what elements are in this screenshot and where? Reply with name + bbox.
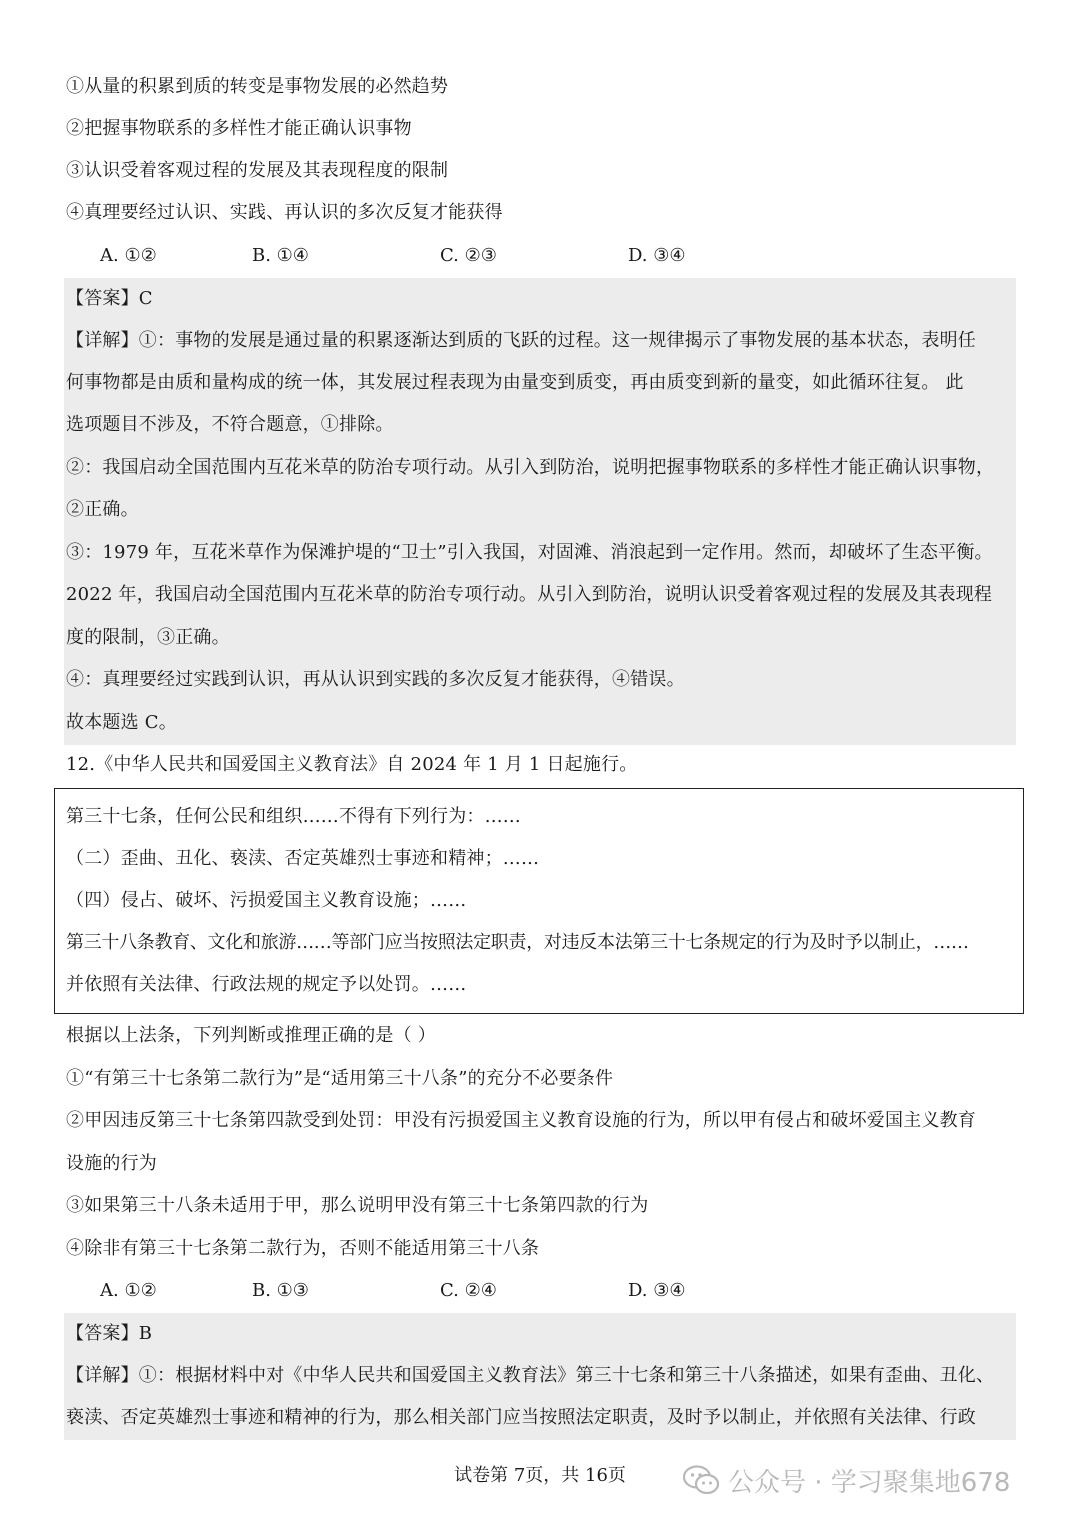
q11-explanation-line: ④：真理要经过实践到认识，再从认识到实践的多次反复才能获得，④错误。 <box>66 669 685 690</box>
q12-question: 根据以上法条，下列判断或推理正确的是（ ） <box>66 1025 436 1046</box>
q12-box-line: （四）侵占、破坏、污损爱国主义教育设施；…… <box>66 890 467 911</box>
q11-option-a: A. ①② <box>100 245 157 266</box>
q12-box-line: 并依照有关法律、行政法规的规定予以处罚。…… <box>66 974 467 995</box>
q12-statement-3: ③如果第三十八条未适用于甲，那么说明甲没有第三十七条第四款的行为 <box>66 1195 649 1216</box>
q12-statement-1: ①“有第三十七条第二款行为”是“适用第三十八条”的充分不必要条件 <box>66 1068 614 1089</box>
q12-option-d: D. ③④ <box>628 1280 686 1301</box>
q12-box-line: 第三十八条教育、文化和旅游……等部门应当按照法定职责，对违反本法第三十七条规定的行为及时予以制止，…… <box>66 932 969 953</box>
q12-statement-2-cont: 设施的行为 <box>66 1153 157 1174</box>
q12-option-a: A. ①② <box>100 1280 157 1301</box>
q12-option-b: B. ①③ <box>252 1280 309 1301</box>
q12-box-line: 第三十七条，任何公民和组织……不得有下列行为：…… <box>66 806 521 827</box>
q12-explanation-line: 亵渎、否定英雄烈士事迹和精神的行为，那么相关部门应当按照法定职责，及时予以制止，并依照有关法律、行政 <box>66 1407 976 1428</box>
q11-option-d: D. ③④ <box>628 245 686 266</box>
q11-statement-3: ③认识受着客观过程的发展及其表现程度的限制 <box>66 160 449 181</box>
page-footer: 试卷第 7页，共 16页 <box>454 1465 626 1486</box>
q11-explanation-line: 【详解】①：事物的发展是通过量的积累逐渐达到质的飞跃的过程。这一规律揭示了事物发展的基本状态，表明任 <box>66 330 976 351</box>
q12-answer: 【答案】B <box>66 1323 153 1344</box>
q11-statement-4: ④真理要经过认识、实践、再认识的多次反复才能获得 <box>66 202 503 223</box>
q12-statement-4: ④除非有第三十七条第二款行为，否则不能适用第三十八条 <box>66 1238 540 1259</box>
q11-explanation-line: ③：1979 年，互花米草作为保滩护堤的“卫士”引入我国，对固滩、消浪起到一定作用。然而，却破坏了生态平衡。 <box>66 542 993 563</box>
q11-explanation-line: 选项题目不涉及，不符合题意，①排除。 <box>66 414 394 435</box>
q12-statement-2: ②甲因违反第三十七条第四款受到处罚：甲没有污损爱国主义教育设施的行为，所以甲有侵占和破坏爱国主义教育 <box>66 1110 976 1131</box>
q11-statement-2: ②把握事物联系的多样性才能正确认识事物 <box>66 118 412 139</box>
q11-statement-1: ①从量的积累到质的转变是事物发展的必然趋势 <box>66 76 449 97</box>
q11-explanation-line: 故本题选 C。 <box>66 712 177 733</box>
q11-explanation-line: 度的限制，③正确。 <box>66 627 230 648</box>
q11-explanation-line: 何事物都是由质和量构成的统一体，其发展过程表现为由量变到质变，再由质变到新的量变，如此循环往复。 此 <box>66 372 964 393</box>
q12-box-line: （二）歪曲、丑化、亵渎、否定英雄烈士事迹和精神；…… <box>66 848 540 869</box>
watermark <box>682 1460 1010 1500</box>
q11-option-b: B. ①④ <box>252 245 309 266</box>
q12-option-c: C. ②④ <box>440 1280 497 1301</box>
q11-answer: 【答案】C <box>66 288 153 309</box>
q12-explanation-line: 【详解】①：根据材料中对《中华人民共和国爱国主义教育法》第三十七条和第三十八条描述，如果有歪曲、丑化、 <box>66 1365 995 1386</box>
q11-explanation-line: ②：我国启动全国范围内互花米草的防治专项行动。从引入到防治，说明把握事物联系的多样性才能正确认识事物， <box>66 457 995 478</box>
q11-explanation-line: 2022 年，我国启动全国范围内互花米草的防治专项行动。从引入到防治，说明认识受着客观过程的发展及其表现程 <box>66 584 993 605</box>
q11-option-c: C. ②③ <box>440 245 497 266</box>
watermark-text: 公众号 · 学习聚集地678 <box>728 1467 1011 1498</box>
wechat-icon <box>682 1465 720 1495</box>
q11-explanation-line: ②正确。 <box>66 499 139 520</box>
q12-stem: 12.《中华人民共和国爱国主义教育法》自 2024 年 1 月 1 日起施行。 <box>66 754 638 775</box>
